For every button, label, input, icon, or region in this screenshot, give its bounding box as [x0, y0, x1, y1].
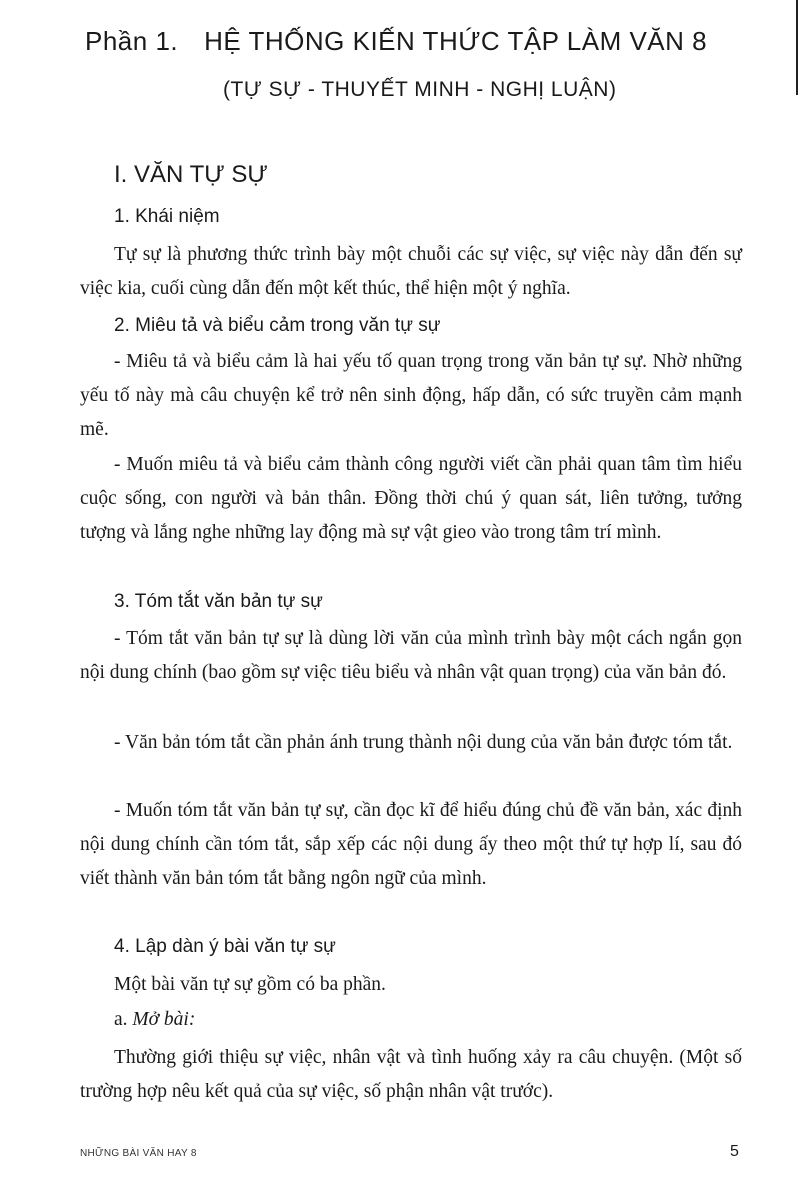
- item-a-prefix: a.: [114, 1009, 128, 1030]
- item-a-title: Mở bài:: [132, 1009, 196, 1030]
- subsection-heading-1: 1. Khái niệm: [114, 206, 220, 227]
- page-number: 5: [730, 1143, 739, 1160]
- part-subtitle: (TỰ SỰ - THUYẾT MINH - NGHỊ LUẬN): [223, 78, 617, 101]
- section-heading: I. VĂN TỰ SỰ: [114, 161, 268, 188]
- paragraph: - Văn bản tóm tắt cần phản ánh trung thành nội dung của văn bản được tóm tắt.: [114, 732, 733, 753]
- paragraph: - Muốn tóm tắt văn bản tự sự, cần đọc kĩ để hiểu đúng chủ đề văn bản, xác định nội dung chính cần tóm tắt, sắp xếp các nội dung ấy theo một thứ tự hợp lí, sau đó viết thành văn bản tóm tắt bằng ngôn ngữ của mình.: [80, 800, 742, 890]
- paragraph: Một bài văn tự sự gồm có ba phần.: [114, 974, 386, 995]
- part-label: Phần 1.: [85, 26, 179, 56]
- subsection-heading-2: 2. Miêu tả và biểu cảm trong văn tự sự: [114, 315, 441, 336]
- paragraph: Thường giới thiệu sự việc, nhân vật và tình huống xảy ra câu chuyện. (Một số trường hợp nêu kết quả của sự việc, số phận nhân vật trước).: [80, 1047, 742, 1103]
- paragraph: - Muốn miêu tả và biểu cảm thành công người viết cần phải quan tâm tìm hiểu cuộc sống, con người và bản thân. Đồng thời chú ý quan sát, liên tưởng, tưởng tượng và lắng nghe những lay động mà sự vật gieo vào trong tâm trí mình.: [80, 454, 742, 544]
- page-edge-line: [796, 0, 798, 95]
- subsection-heading-4: 4. Lập dàn ý bài văn tự sự: [114, 936, 336, 957]
- item-a-label: [114, 1009, 195, 1031]
- paragraph: Tự sự là phương thức trình bày một chuỗi các sự việc, sự việc này dẫn đến sự việc kia, cuối cùng dẫn đến một kết thúc, thể hiện một ý nghĩa.: [80, 244, 742, 300]
- footer-book-title: NHỮNG BÀI VĂN HAY 8: [80, 1148, 197, 1159]
- paragraph: - Miêu tả và biểu cảm là hai yếu tố quan trọng trong văn bản tự sự. Nhờ những yếu tố này mà câu chuyện kể trở nên sinh động, hấp dẫn, có sức truyền cảm mạnh mẽ.: [80, 351, 742, 441]
- paragraph: - Tóm tắt văn bản tự sự là dùng lời văn của mình trình bày một cách ngắn gọn nội dung chính (bao gồm sự việc tiêu biểu và nhân vật quan trọng) của văn bản đó.: [80, 628, 742, 684]
- part-title: [85, 26, 707, 57]
- subsection-heading-3: 3. Tóm tắt văn bản tự sự: [114, 591, 323, 612]
- part-title-text: HỆ THỐNG KIẾN THỨC TẬP LÀM VĂN 8: [204, 26, 708, 56]
